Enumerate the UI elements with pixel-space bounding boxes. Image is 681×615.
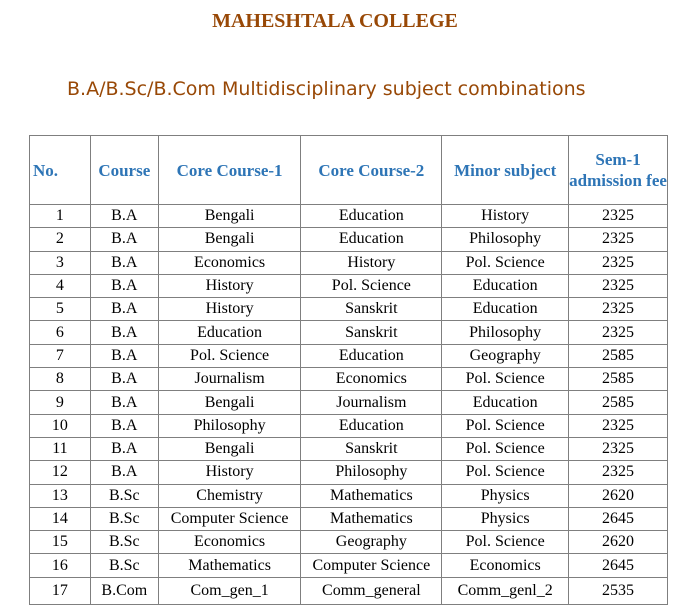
cell-course: B.A <box>90 298 158 321</box>
cell-minor-subject: Pol. Science <box>442 437 569 460</box>
cell-core-course-2: Education <box>301 344 442 367</box>
cell-no: 14 <box>30 507 91 530</box>
cell-admission-fee: 2535 <box>569 577 668 604</box>
table-row <box>30 344 668 367</box>
cell-core-course-1: Mathematics <box>158 554 301 577</box>
table-row <box>30 461 668 484</box>
cell-admission-fee: 2325 <box>569 274 668 297</box>
cell-minor-subject: Economics <box>442 554 569 577</box>
cell-minor-subject: Physics <box>442 484 569 507</box>
cell-course: B.A <box>90 251 158 274</box>
cell-core-course-1: Computer Science <box>158 507 301 530</box>
table-row <box>30 368 668 391</box>
cell-minor-subject: Education <box>442 274 569 297</box>
cell-course: B.A <box>90 368 158 391</box>
table-row <box>30 321 668 344</box>
cell-core-course-2: Sanskrit <box>301 298 442 321</box>
page-subtitle: B.A/B.Sc/B.Com Multidisciplinary subject combinations <box>67 78 586 100</box>
cell-course: B.A <box>90 344 158 367</box>
cell-core-course-1: Economics <box>158 531 301 554</box>
cell-minor-subject: History <box>442 205 569 228</box>
cell-no: 9 <box>30 391 91 414</box>
cell-minor-subject: Pol. Science <box>442 414 569 437</box>
cell-core-course-1: Journalism <box>158 368 301 391</box>
table-row <box>30 391 668 414</box>
cell-core-course-1: Education <box>158 321 301 344</box>
table-row <box>30 251 668 274</box>
cell-admission-fee: 2645 <box>569 554 668 577</box>
cell-admission-fee: 2585 <box>569 391 668 414</box>
cell-core-course-1: Pol. Science <box>158 344 301 367</box>
cell-core-course-2: Mathematics <box>301 507 442 530</box>
header-course: Course <box>90 136 158 205</box>
cell-core-course-1: Com_gen_1 <box>158 577 301 604</box>
cell-minor-subject: Pol. Science <box>442 251 569 274</box>
table-body <box>30 205 668 605</box>
college-title: MAHESHTALA COLLEGE <box>212 10 458 32</box>
cell-core-course-2: Economics <box>301 368 442 391</box>
cell-course: B.Sc <box>90 554 158 577</box>
cell-no: 1 <box>30 205 91 228</box>
cell-minor-subject: Comm_genl_2 <box>442 577 569 604</box>
cell-no: 16 <box>30 554 91 577</box>
cell-no: 17 <box>30 577 91 604</box>
cell-minor-subject: Physics <box>442 507 569 530</box>
cell-minor-subject: Education <box>442 298 569 321</box>
table-row <box>30 507 668 530</box>
cell-core-course-2: Philosophy <box>301 461 442 484</box>
cell-admission-fee: 2645 <box>569 507 668 530</box>
cell-admission-fee: 2585 <box>569 344 668 367</box>
table-row <box>30 298 668 321</box>
cell-core-course-1: Bengali <box>158 228 301 251</box>
cell-admission-fee: 2325 <box>569 461 668 484</box>
cell-no: 5 <box>30 298 91 321</box>
cell-admission-fee: 2620 <box>569 531 668 554</box>
cell-core-course-1: Economics <box>158 251 301 274</box>
table-row <box>30 414 668 437</box>
cell-core-course-1: History <box>158 274 301 297</box>
cell-no: 12 <box>30 461 91 484</box>
cell-no: 2 <box>30 228 91 251</box>
cell-core-course-2: Education <box>301 414 442 437</box>
cell-core-course-1: Philosophy <box>158 414 301 437</box>
cell-course: B.Sc <box>90 531 158 554</box>
cell-no: 10 <box>30 414 91 437</box>
cell-admission-fee: 2325 <box>569 437 668 460</box>
cell-core-course-2: Geography <box>301 531 442 554</box>
cell-admission-fee: 2325 <box>569 414 668 437</box>
cell-core-course-1: Bengali <box>158 391 301 414</box>
cell-no: 3 <box>30 251 91 274</box>
table-row <box>30 274 668 297</box>
cell-course: B.A <box>90 228 158 251</box>
cell-minor-subject: Pol. Science <box>442 461 569 484</box>
cell-course: B.A <box>90 391 158 414</box>
cell-admission-fee: 2325 <box>569 228 668 251</box>
cell-course: B.A <box>90 414 158 437</box>
cell-admission-fee: 2325 <box>569 298 668 321</box>
table-row <box>30 437 668 460</box>
header-core-course-1: Core Course-1 <box>158 136 301 205</box>
cell-minor-subject: Philosophy <box>442 321 569 344</box>
cell-core-course-2: Mathematics <box>301 484 442 507</box>
table-row <box>30 484 668 507</box>
cell-minor-subject: Pol. Science <box>442 368 569 391</box>
cell-course: B.A <box>90 437 158 460</box>
cell-core-course-2: Computer Science <box>301 554 442 577</box>
cell-no: 4 <box>30 274 91 297</box>
cell-no: 15 <box>30 531 91 554</box>
header-core-course-2: Core Course-2 <box>301 136 442 205</box>
cell-core-course-2: History <box>301 251 442 274</box>
cell-core-course-2: Pol. Science <box>301 274 442 297</box>
cell-core-course-2: Education <box>301 205 442 228</box>
cell-core-course-1: History <box>158 298 301 321</box>
table-row <box>30 228 668 251</box>
cell-course: B.Sc <box>90 484 158 507</box>
cell-admission-fee: 2325 <box>569 251 668 274</box>
cell-minor-subject: Pol. Science <box>442 531 569 554</box>
cell-core-course-2: Journalism <box>301 391 442 414</box>
cell-course: B.A <box>90 205 158 228</box>
cell-minor-subject: Education <box>442 391 569 414</box>
cell-course: B.A <box>90 274 158 297</box>
table-header-row <box>30 136 668 205</box>
cell-core-course-1: Chemistry <box>158 484 301 507</box>
cell-minor-subject: Philosophy <box>442 228 569 251</box>
cell-minor-subject: Geography <box>442 344 569 367</box>
cell-no: 13 <box>30 484 91 507</box>
table-row <box>30 577 668 604</box>
cell-core-course-2: Sanskrit <box>301 321 442 344</box>
cell-core-course-2: Sanskrit <box>301 437 442 460</box>
cell-no: 6 <box>30 321 91 344</box>
cell-course: B.Com <box>90 577 158 604</box>
subject-combinations-table <box>29 135 668 605</box>
header-admission-fee: Sem-1 admission fee <box>569 136 668 205</box>
cell-admission-fee: 2585 <box>569 368 668 391</box>
cell-no: 7 <box>30 344 91 367</box>
header-no: No. <box>30 136 91 205</box>
cell-core-course-2: Comm_general <box>301 577 442 604</box>
cell-core-course-1: Bengali <box>158 205 301 228</box>
table-row <box>30 205 668 228</box>
table-row <box>30 554 668 577</box>
table-row <box>30 531 668 554</box>
cell-core-course-2: Education <box>301 228 442 251</box>
cell-admission-fee: 2325 <box>569 321 668 344</box>
cell-no: 11 <box>30 437 91 460</box>
cell-no: 8 <box>30 368 91 391</box>
cell-core-course-1: History <box>158 461 301 484</box>
cell-course: B.A <box>90 461 158 484</box>
cell-course: B.A <box>90 321 158 344</box>
cell-course: B.Sc <box>90 507 158 530</box>
cell-admission-fee: 2325 <box>569 205 668 228</box>
cell-admission-fee: 2620 <box>569 484 668 507</box>
cell-core-course-1: Bengali <box>158 437 301 460</box>
header-minor-subject: Minor subject <box>442 136 569 205</box>
